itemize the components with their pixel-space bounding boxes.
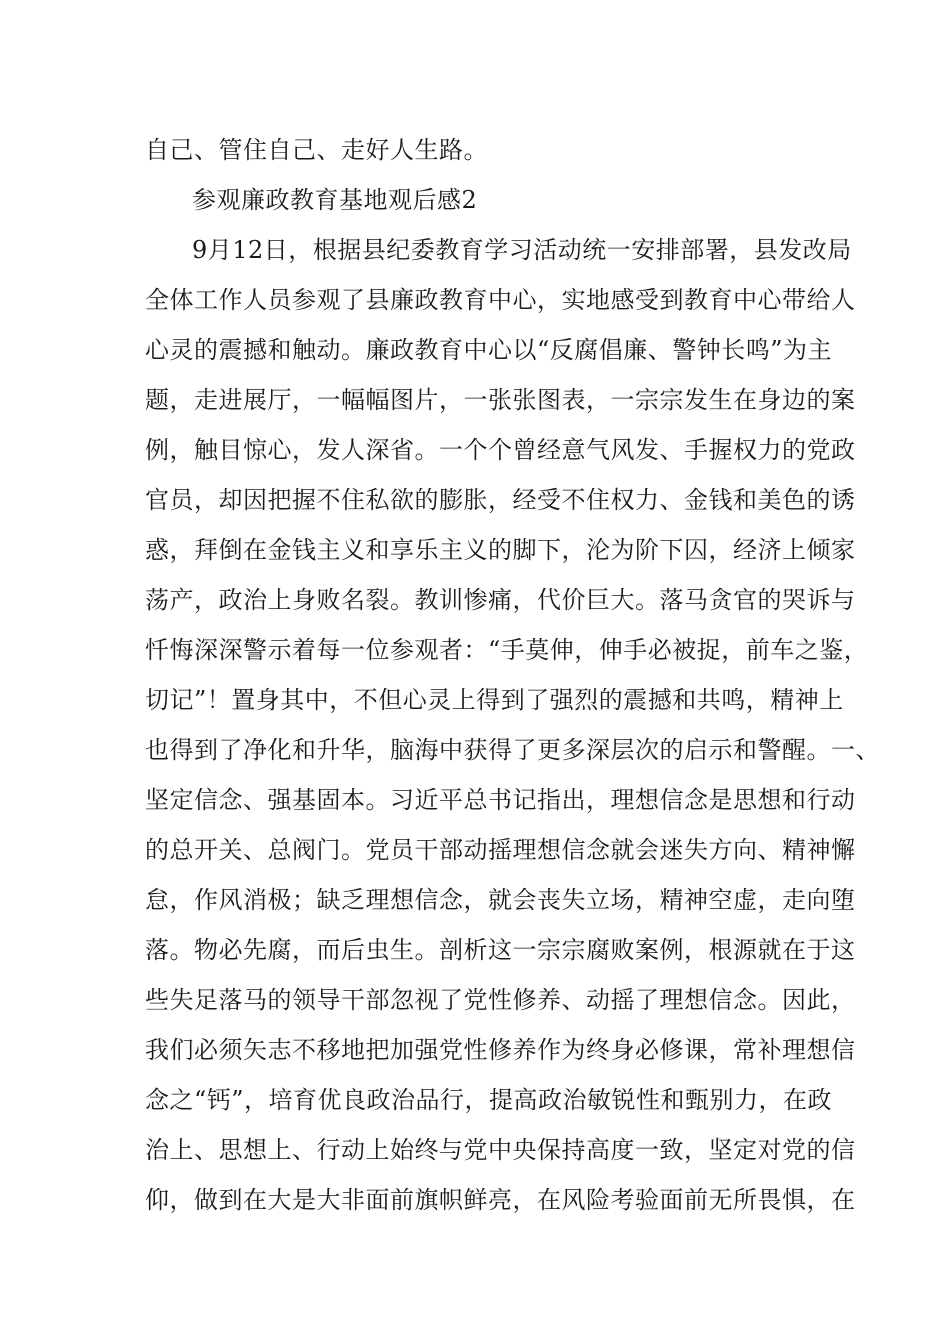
text-line: 惑，拜倒在金钱主义和享乐主义的脚下，沦为阶下囚，经济上倾家 bbox=[145, 536, 856, 564]
text-line: 题，走进展厅，一幅幅图片，一张张图表，一宗宗发生在身边的案 bbox=[145, 386, 856, 414]
text-line: 也得到了净化和升华，脑海中获得了更多深层次的启示和警醒。一、 bbox=[145, 736, 880, 764]
section-heading: 参观廉政教育基地观后感2 bbox=[192, 186, 478, 214]
text-line: 仰，做到在大是大非面前旗帜鲜亮，在风险考验面前无所畏惧，在 bbox=[145, 1186, 856, 1214]
text-line: 坚定信念、强基固本。习近平总书记指出，理想信念是思想和行动 bbox=[145, 786, 856, 814]
text-line: 全体工作人员参观了县廉政教育中心，实地感受到教育中心带给人 bbox=[145, 286, 856, 314]
text-line: 治上、思想上、行动上始终与党中央保持高度一致，坚定对党的信 bbox=[145, 1136, 856, 1164]
text-line: 切记”！置身其中，不但心灵上得到了强烈的震撼和共鸣，精神上 bbox=[145, 686, 844, 714]
text-line: 忏悔深深警示着每一位参观者：“手莫伸，伸手必被捉，前车之鉴， bbox=[145, 636, 869, 664]
text-line: 官员，却因把握不住私欲的膨胀，经受不住权力、金钱和美色的诱 bbox=[145, 486, 856, 514]
text-line: 例，触目惊心，发人深省。一个个曾经意气风发、手握权力的党政 bbox=[145, 436, 856, 464]
text-line: 荡产，政治上身败名裂。教训惨痛，代价巨大。落马贪官的哭诉与 bbox=[145, 586, 856, 614]
text-line: 些失足落马的领导干部忽视了党性修养、动摇了理想信念。因此， bbox=[145, 986, 856, 1014]
text-line: 念之“钙”，培育优良政治品行，提高政治敏锐性和甄别力，在政 bbox=[145, 1086, 833, 1114]
text-line: 落。物必先腐，而后虫生。剖析这一宗宗腐败案例，根源就在于这 bbox=[145, 936, 856, 964]
text-line: 的总开关、总阀门。党员干部动摇理想信念就会迷失方向、精神懈 bbox=[145, 836, 856, 864]
text-line: 怠，作风消极；缺乏理想信念，就会丧失立场，精神空虚，走向堕 bbox=[145, 886, 856, 914]
text-line: 自己、管住自己、走好人生路。 bbox=[145, 136, 488, 164]
text-line: 心灵的震撼和触动。廉政教育中心以“反腐倡廉、警钟长鸣”为主 bbox=[145, 336, 833, 364]
text-line: 我们必须矢志不移地把加强党性修养作为终身必修课，常补理想信 bbox=[145, 1036, 856, 1064]
text-line: 9月12日，根据县纪委教育学习活动统一安排部署，县发改局 bbox=[192, 236, 852, 264]
